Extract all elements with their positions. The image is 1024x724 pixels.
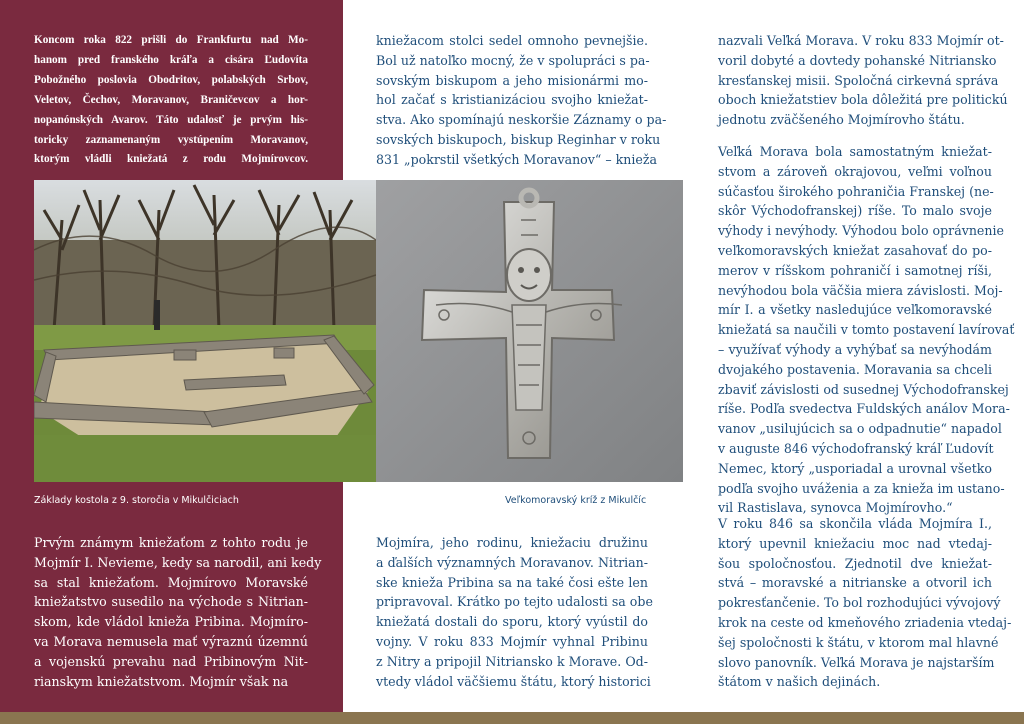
text-line: výhody i nevýhody. Výhodou bolo oprávnenie [718,223,1004,239]
cross-photo-caption: Veľkomoravský kríž z Mikulčíc [505,495,647,506]
text-line: va Morava nemusela mať výraznú územnú [34,633,308,649]
text-line: Veletov, Čechov, Moravanov, Braničevcov a hor- [34,93,308,106]
text-line: krok na ceste od kmeňového zriadenia vtedaj- [718,614,1012,630]
text-line: vojny. V roku 833 Mojmír vyhnal Pribinu [376,633,648,649]
text-line: pripravoval. Krátko po tejto udalosti sa obe [376,594,653,610]
text-line: šej spoločnosti k štátu, v ktorom mal hlavné [718,634,999,650]
text-line: hol začať s kristianizáciou svojho kniežat- [376,92,648,108]
text-line: ske knieža Pribina sa na také čosi ešte len [376,574,648,590]
text-line: sovským biskupom a jeho misionármi mo- [376,72,648,88]
text-line: sa stal kniežaťom. Mojmírovo Moravské [34,574,308,590]
text-line: podľa svojho uváženia a za knieža im ustano- [718,480,1005,496]
text-line: veľkomoravských kniežat zasahovať do po- [718,242,992,258]
text-line: Mojmír I. Nevieme, kedy sa narodil, ani kedy [34,554,322,570]
church-photo-caption: Základy kostola z 9. storočia v Mikulčiciach [34,495,239,506]
text-line: sovských biskupoch, biskup Reginhar v roku [376,131,661,147]
left-body-paragraph [34,533,322,691]
middle-bottom-paragraph [376,533,653,691]
text-line: kniežatstvo susedilo na východe s Nitrian- [34,594,308,610]
text-line: v auguste 846 východofranský kráľ Ľudovít [718,440,994,456]
text-line: nazvali Veľká Morava. V roku 833 Mojmír ot- [718,33,1004,48]
text-line: Pobožného poslovia Obodritov, polabských Srbov, [34,73,308,86]
text-line: šou spoločnosťou. Zjednotil dve kniežat- [718,555,992,571]
text-line: Nemec, ktorý „usporiadal a urovnal všetko [718,460,992,476]
text-line: mír I. a všetky nasledujúce veľkomoravské [718,302,992,318]
text-line: stva. Ako spomínajú neskoršie Záznamy o pa- [376,112,667,128]
text-line: Prvým známym kniežaťom z tohto rodu je [34,535,308,550]
text-line: rianskym kniežatstvom. Mojmír však na [34,673,289,689]
text-line: vanov „usilujúcich sa o odpadnutie“ napadol [718,421,1002,437]
right-paragraph-1 [718,31,1008,130]
text-line: vil Rastislava, synovca Mojmírovho.“ [718,500,953,516]
text-line: dvojakého postavenia. Moravania sa chceli [718,361,992,377]
text-line: skôr Východofranskej) ríše. To malo svoje [718,203,992,219]
text-line: ríše. Podľa svedectva Fuldských análov Mora- [718,401,1010,417]
text-line: kniežacom stolci sedel omnoho pevnejšie. [376,33,648,48]
text-line: zbaviť závislosti od susednej Východofranskej [718,381,1009,397]
text-line: 831 „pokrstil všetkých Moravanov“ – knieža [376,151,657,167]
text-line: – využívať výhody a vyhýbať sa nevýhodám [718,341,992,357]
text-line: Koncom roka 822 prišli do Frankfurtu nad Mo- [34,34,308,46]
text-line: stvá – moravské a nitrianske a otvoril ich [718,575,992,591]
cross-photo [376,180,683,482]
text-line: a ďalších významných Moravanov. Nitrian- [376,554,648,570]
bottom-bar [0,712,1024,724]
text-line: Bol už natoľko mocný, že v spolupráci s pa- [376,52,650,68]
text-line: nopanónských Avarov. Táto udalosť je prvým his- [34,113,308,126]
text-line: V roku 846 sa skončila vláda Mojmíra I., [718,516,992,531]
text-line: štátom v našich dejinách. [718,674,881,690]
text-line: merov v ríšskom pohraničí i samotnej ríši, [718,262,992,278]
text-line: jednotu zväčšeného Mojmírovho štátu. [718,112,965,128]
text-line: ktorý upevnil kniežaciu moc nad vtedaj- [718,535,992,551]
text-line: ktorým vládli kniežatá z rodu Mojmírovcov. [34,153,308,166]
text-line: oboch kniežatstiev bola dôležitá pre politickú [718,92,1008,108]
text-line: pokresťančenie. To bol rozhodujúci vývojový [718,595,1001,611]
right-paragraph-3 [718,514,1012,692]
church-foundations-photo [34,180,376,482]
text-line: hanom pred franského kráľa a cisára Ľudovíta [34,53,308,66]
text-line: kresťanskej misii. Spoločná cirkevná správa [718,72,999,88]
text-line: Mojmíra, jeho rodinu, kniežaciu družinu [376,535,648,550]
text-line: z Nitry a pripojil Nitriansko k Morave. Od- [376,653,648,669]
intro-paragraph [34,31,308,170]
text-line: Veľká Morava bola samostatným kniežat- [718,144,992,159]
text-line: a vojenskú prevahu nad Pribinovým Nit- [34,653,308,669]
text-line: slovo panovník. Veľká Morava je najstarším [718,654,995,670]
text-line: toricky zaznamenaným vystúpením Moravanov, [34,133,308,146]
text-line: stvom a zároveň okrajovou, veľmi voľnou [718,163,992,179]
text-line: súčasťou širokého pohraničia Franskej (ne- [718,183,994,199]
text-line: nevýhodou bola väčšia miera závislosti. Moj- [718,282,1003,298]
text-line: vtedy vládol väčšiemu štátu, ktorý historici [376,673,651,689]
right-paragraph-2 [718,142,1015,518]
text-line: voril dobyté a dovtedy pohanské Nitriansko [718,52,997,68]
middle-top-paragraph [376,31,667,170]
text-line: kniežatá dostali do sporu, ktorý vyústil do [376,614,648,630]
text-line: kniežatá sa naučili v tomto postavení lavírovať [718,322,1015,338]
text-line: skom, kde vládol knieža Pribina. Mojmíro- [34,614,308,630]
